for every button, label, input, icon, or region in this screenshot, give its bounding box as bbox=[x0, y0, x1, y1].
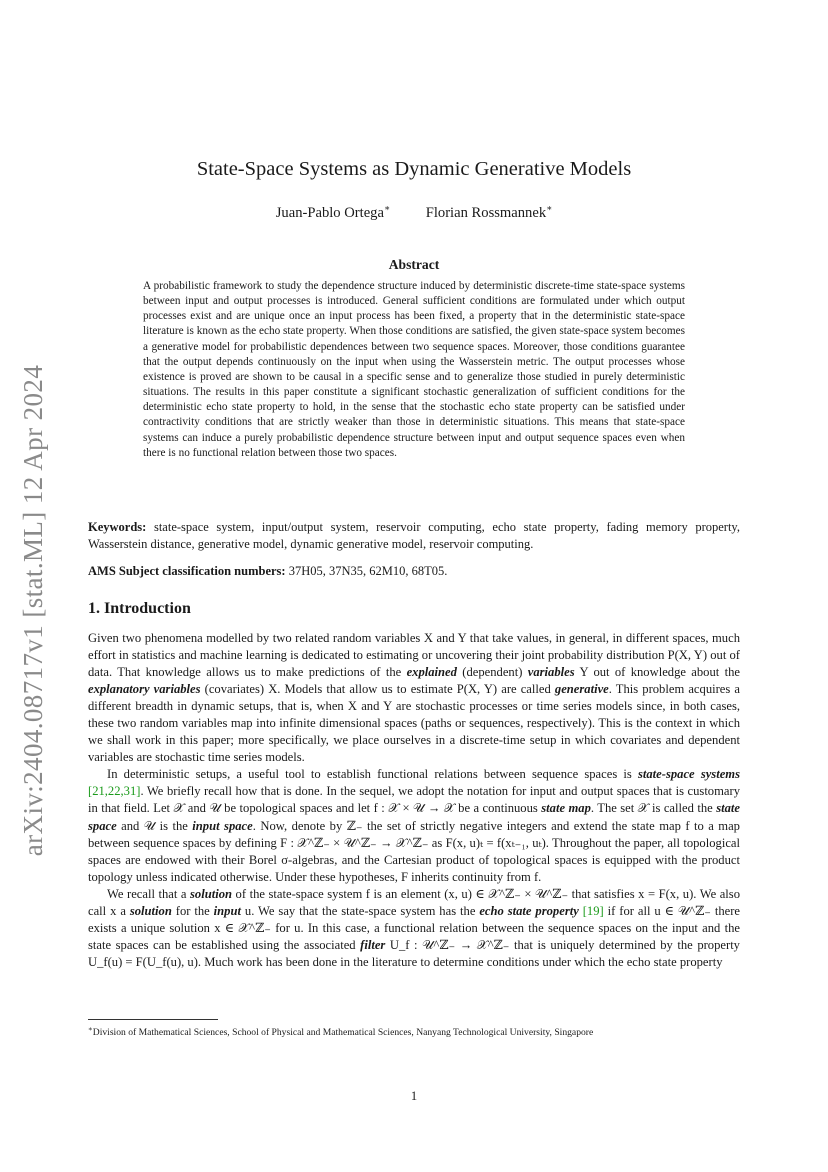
abstract-body: A probabilistic framework to study the dependence structure induced by deterministic discrete-time state-space systems between input and output processes is introduced. General sufficient conditions are formulated under which output processes exist and are unique once an input process has been fixed, a property that in the deterministic state-space literature is known as the echo state property. When those conditions are satisfied, the given state-space system becomes a generative model for probabilistic dependences between two sequence spaces. Moreover, those conditions guarantee that the output depends continuously on the input when using the Wasserstein metric. The output processes whose existence is proved are shown to be causal in a specific sense and to generalize those studied in purely deterministic situations. The results in this paper constitute a significant stochastic generalization of sufficient conditions for the deterministic echo state property to hold, in the sense that the stochastic echo state property can be satisfied under contractivity conditions that are strictly weaker than those in deterministic situations. This means that state-space systems can induce a purely probabilistic dependence structure between input and output sequence spaces even when there is no functional relation between those two spaces. bbox=[143, 280, 685, 459]
citation-link[interactable]: [19] bbox=[582, 903, 604, 918]
paragraph-2: In deterministic setups, a useful tool to establish functional relations between sequence spaces is state-space systems [21,22,31]. We briefly recall how that is done. In the sequel, we adopt the notation for input and output spaces that is customary in that field. Let 𝒳 and 𝒰 be topological spaces and let f : 𝒳 × 𝒰 → 𝒳 be a continuous state map. The set 𝒳 is called the state space and 𝒰 is the input space. Now, denote by ℤ₋ the set of strictly negative integers and extend the state map f to a map between sequence spaces by defining F : 𝒳^ℤ₋ × 𝒰^ℤ₋ → 𝒳^ℤ₋ as F(x, u)ₜ = f(xₜ₋₁, uₜ). Throughout the paper, all topological spaces are endowed with their Borel σ-algebras, and the Cartesian product of topological spaces is equipped with the product topology unless indicated otherwise. Under these hypotheses, F inherits continuity from f. bbox=[88, 767, 740, 884]
author-2: Florian Rossmannek∗ bbox=[425, 203, 553, 221]
author-1: Juan-Pablo Ortega∗ bbox=[275, 203, 391, 221]
page-number: 1 bbox=[410, 1089, 418, 1103]
author-list bbox=[0, 203, 828, 222]
footnote-divider bbox=[88, 1019, 218, 1020]
arxiv-identifier-stamp: arXiv:2404.08717v1 [stat.ML] 12 Apr 2024 bbox=[18, 364, 49, 856]
section-heading-introduction: 1. Introduction bbox=[88, 600, 191, 617]
abstract-heading: Abstract bbox=[388, 257, 440, 272]
footnote-affiliation: ∗Division of Mathematical Sciences, School of Physical and Mathematical Sciences, Nanyang Technological University, Singapore bbox=[88, 1025, 594, 1039]
introduction-body bbox=[88, 630, 740, 971]
paper-title: State-Space Systems as Dynamic Generative Models bbox=[196, 158, 632, 180]
paragraph-1: Given two phenomena modelled by two related random variables X and Y that take values, in general, in different spaces, much effort in statistics and machine learning is dedicated to estimating or uncovering their joint probability distribution P(X, Y) out of data. That knowledge allows us to make predictions of the explained (dependent) variables Y out of knowledge about the explanatory variables (covariates) X. Models that allow us to estimate P(X, Y) are called generative. This problem acquires a different breadth in dynamic setups, that is, when X and Y are stochastic processes or time series models since, in both cases, these two random variables map into infinite dimensional spaces (paths or sequences, respectively). This is the context in which we shall work in this paper; more specifically, we place ourselves in a discrete-time setup in which covariates and dependent variables are stochastic time series models. bbox=[88, 631, 740, 765]
citation-link[interactable]: [21,22,31] bbox=[88, 784, 141, 799]
paragraph-3: We recall that a solution of the state-space system f is an element (x, u) ∈ 𝒳^ℤ₋ × 𝒰^ℤ₋ that satisfies x = F(x, u). We also call x a solution for the input u. We say that the state-space system has the echo state property [19] if for all u ∈ 𝒰^ℤ₋ there exists a unique solution x ∈ 𝒳^ℤ₋ for u. In this case, a functional relation between the sequence spaces on the input and the state spaces can be established using the associated filter U_f : 𝒰^ℤ₋ → 𝒳^ℤ₋ that is uniquely determined by the property U_f(u) = F(U_f(u), u). Much work has been done in the literature to determine conditions under which the echo state property bbox=[88, 886, 741, 969]
ams-classification: AMS Subject classification numbers: 37H05, 37N35, 62M10, 68T05. bbox=[88, 564, 448, 578]
keywords: Keywords: state-space system, input/output system, reservoir computing, echo state property, fading memory property, Wasserstein distance, generative model, dynamic generative model, reservoir computing. bbox=[88, 520, 740, 551]
